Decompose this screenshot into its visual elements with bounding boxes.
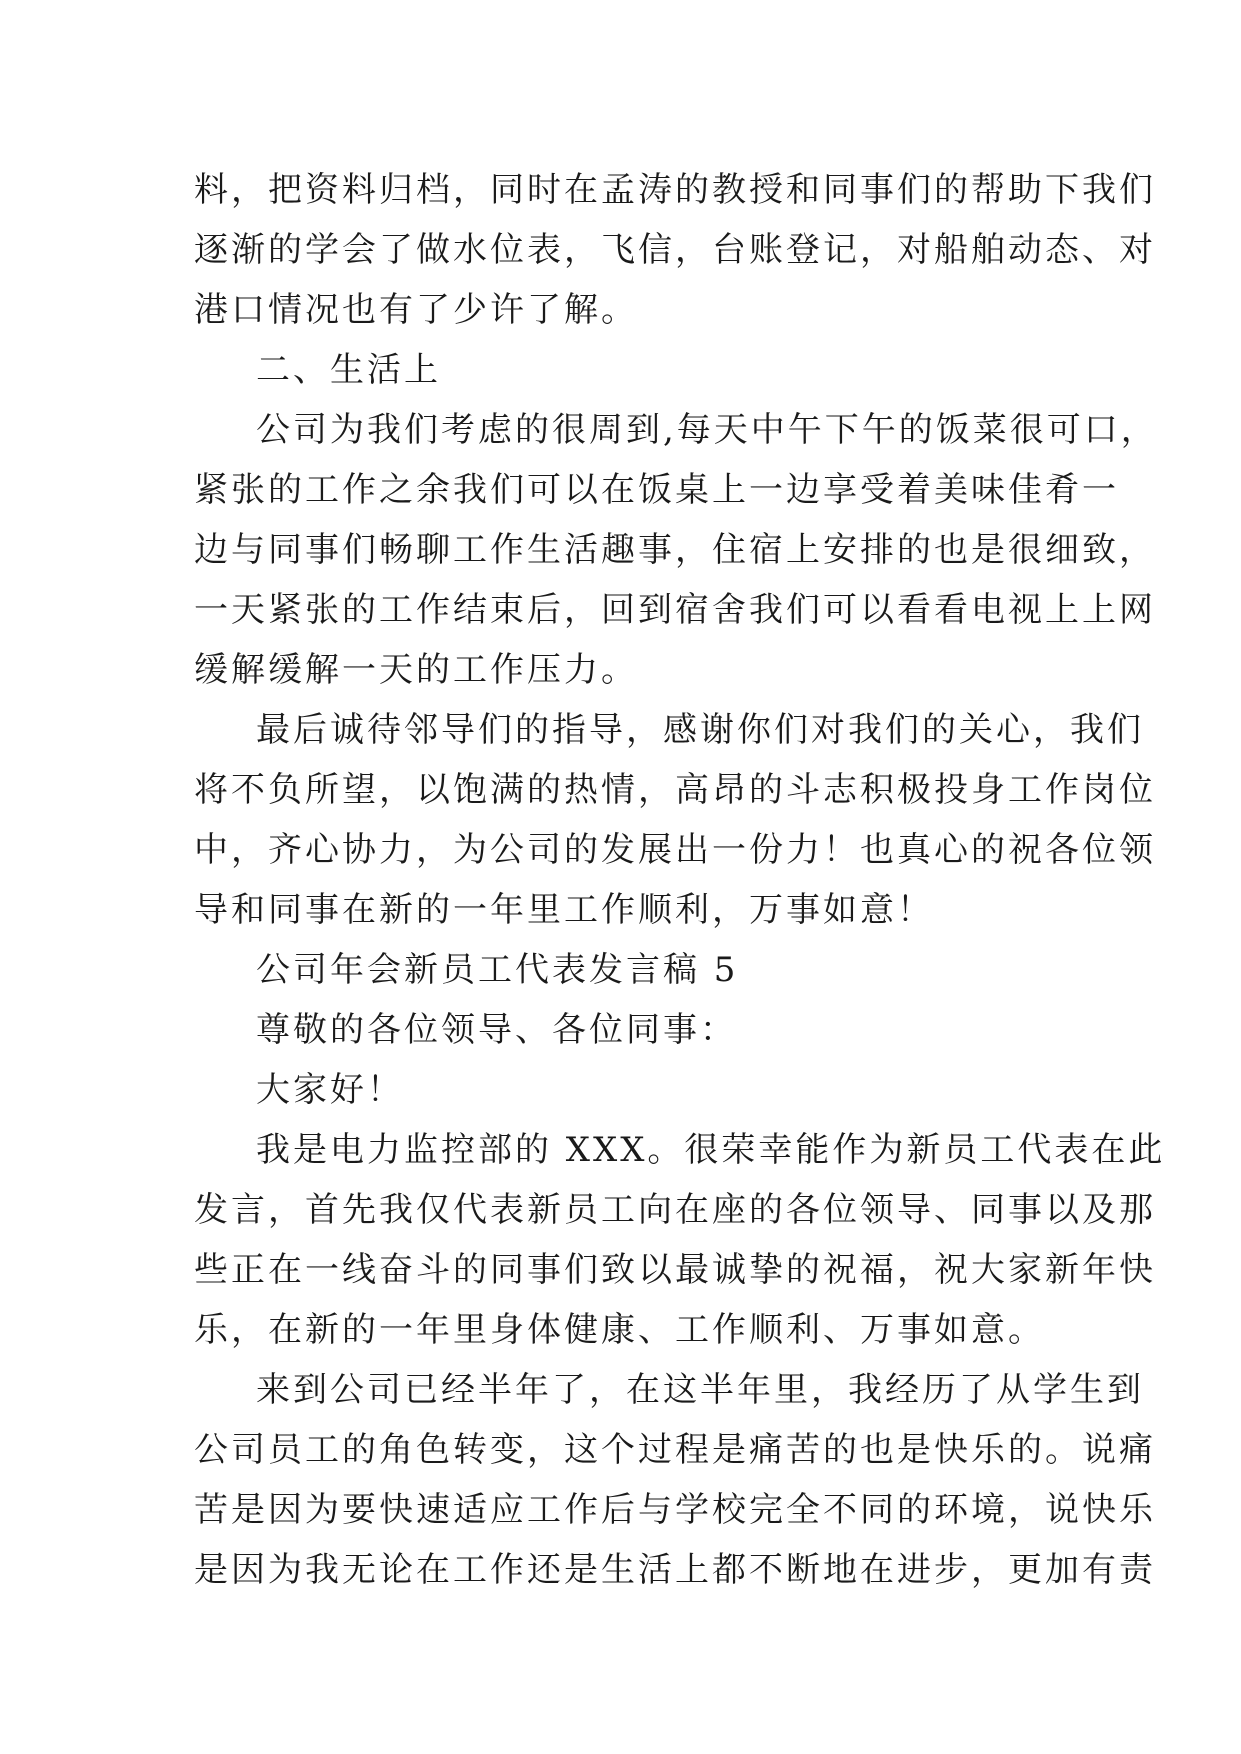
text-line: 紧张的工作之余我们可以在饭桌上一边享受着美味佳肴一 [194, 470, 1119, 510]
document-body [194, 160, 1166, 1600]
text-line: 逐渐的学会了做水位表，飞信，台账登记，对船舶动态、对 [194, 230, 1156, 270]
speech-title: 公司年会新员工代表发言稿 5 [256, 950, 739, 990]
text-line: 我是电力监控部的 XXX。很荣幸能作为新员工代表在此 [256, 1130, 1166, 1170]
text-line: 发言，首先我仅代表新员工向在座的各位领导、同事以及那 [194, 1190, 1156, 1230]
greeting: 大家好！ [256, 1070, 404, 1110]
text-line: 是因为我无论在工作还是生活上都不断地在进步，更加有责 [194, 1550, 1156, 1590]
text-line: 乐，在新的一年里身体健康、工作顺利、万事如意。 [194, 1310, 1045, 1350]
text-line: 最后诚待邻导们的指导，感谢你们对我们的关心，我们 [256, 710, 1144, 750]
text-line: 一天紧张的工作结束后，回到宿舍我们可以看看电视上上网 [194, 590, 1156, 630]
text-line: 缓解缓解一天的工作压力。 [194, 650, 638, 690]
text-line: 中，齐心协力，为公司的发展出一份力！也真心的祝各位领 [194, 830, 1156, 870]
text-line: 公司为我们考虑的很周到,每天中午下午的饭菜很可口， [256, 410, 1158, 450]
text-line: 港口情况也有了少许了解。 [194, 290, 638, 330]
text-line: 导和同事在新的一年里工作顺利，万事如意！ [194, 890, 934, 930]
salutation: 尊敬的各位领导、各位同事： [256, 1010, 737, 1050]
text-line: 来到公司已经半年了，在这半年里，我经历了从学生到 [256, 1370, 1144, 1410]
section-heading: 二、生活上 [256, 350, 441, 390]
text-line: 料，把资料归档，同时在孟涛的教授和同事们的帮助下我们 [194, 170, 1156, 210]
text-line: 边与同事们畅聊工作生活趣事，住宿上安排的也是很细致， [194, 530, 1156, 570]
text-line: 些正在一线奋斗的同事们致以最诚挚的祝福，祝大家新年快 [194, 1250, 1156, 1290]
text-line: 公司员工的角色转变，这个过程是痛苦的也是快乐的。说痛 [194, 1430, 1156, 1470]
text-line: 苦是因为要快速适应工作后与学校完全不同的环境，说快乐 [194, 1490, 1156, 1530]
text-line: 将不负所望，以饱满的热情，高昂的斗志积极投身工作岗位 [194, 770, 1156, 810]
